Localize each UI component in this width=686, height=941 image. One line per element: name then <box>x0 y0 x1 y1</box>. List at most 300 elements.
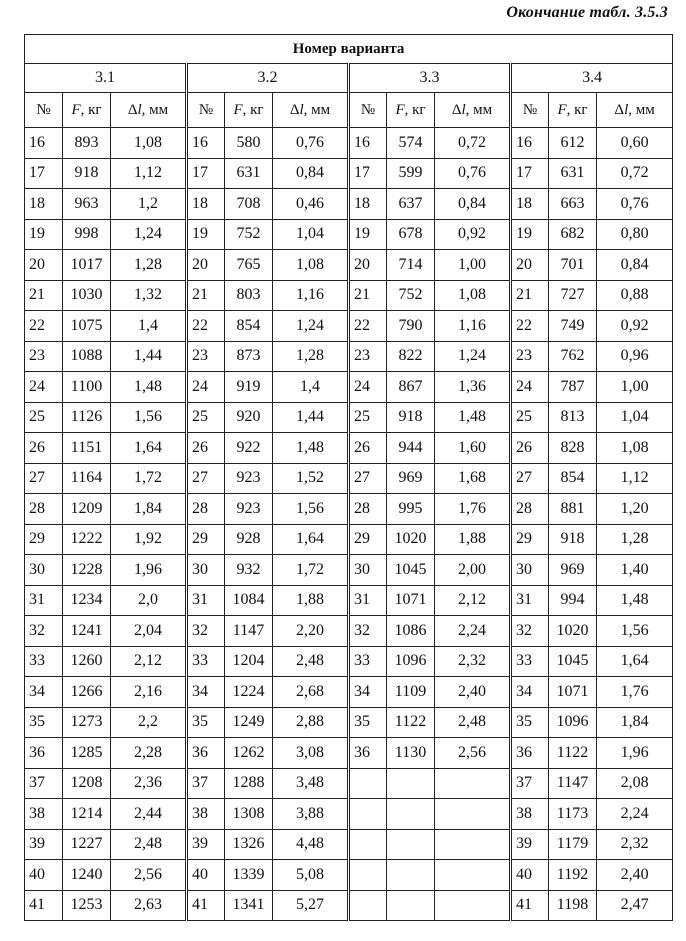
cell-force: 969 <box>387 463 435 494</box>
cell-elongation: 0,76 <box>273 128 349 159</box>
table-row <box>25 677 673 708</box>
cell-force: 1341 <box>225 890 273 921</box>
cell-force: 708 <box>225 189 273 220</box>
cell-number: 25 <box>25 402 63 433</box>
cell-elongation: 3,88 <box>273 799 349 830</box>
cell-number: 29 <box>349 524 387 555</box>
variant-header: 3.1 <box>25 64 187 93</box>
cell-elongation: 2,48 <box>111 829 187 860</box>
cell-elongation: 1,08 <box>597 433 673 464</box>
cell-force: 1086 <box>387 616 435 647</box>
cell-number: 28 <box>187 494 225 525</box>
cell-elongation: 1,92 <box>111 524 187 555</box>
cell-force: 1308 <box>225 799 273 830</box>
cell-force <box>387 768 435 799</box>
cell-number: 32 <box>187 616 225 647</box>
cell-elongation: 1,44 <box>111 341 187 372</box>
table-row <box>25 463 673 494</box>
cell-number: 30 <box>25 555 63 586</box>
cell-elongation: 1,12 <box>111 158 187 189</box>
table-row <box>25 585 673 616</box>
cell-force: 1326 <box>225 829 273 860</box>
cell-number: 40 <box>25 860 63 891</box>
cell-elongation: 2,12 <box>111 646 187 677</box>
cell-number: 41 <box>25 890 63 921</box>
cell-force: 928 <box>225 524 273 555</box>
cell-force <box>387 829 435 860</box>
cell-elongation: 1,08 <box>111 128 187 159</box>
cell-elongation: 0,84 <box>435 189 511 220</box>
cell-number: 40 <box>511 860 549 891</box>
cell-force: 1100 <box>63 372 111 403</box>
table-row <box>25 829 673 860</box>
cell-elongation: 1,32 <box>111 280 187 311</box>
cell-elongation: 2,88 <box>273 707 349 738</box>
cell-force: 893 <box>63 128 111 159</box>
cell-force: 1096 <box>387 646 435 677</box>
cell-number: 31 <box>25 585 63 616</box>
cell-elongation: 1,24 <box>273 311 349 342</box>
cell-elongation: 2,24 <box>597 799 673 830</box>
cell-force: 1020 <box>549 616 597 647</box>
cell-elongation <box>435 768 511 799</box>
cell-number: 18 <box>349 189 387 220</box>
cell-number: 27 <box>511 463 549 494</box>
variant-header: 3.4 <box>511 64 673 93</box>
cell-force: 682 <box>549 219 597 250</box>
column-header-force: F, кг <box>63 93 111 128</box>
table-row <box>25 189 673 220</box>
cell-number: 22 <box>25 311 63 342</box>
cell-force: 727 <box>549 280 597 311</box>
cell-number: 28 <box>349 494 387 525</box>
cell-number: 16 <box>25 128 63 159</box>
cell-number: 18 <box>25 189 63 220</box>
cell-elongation: 0,46 <box>273 189 349 220</box>
table-row <box>25 524 673 555</box>
column-header-elongation: Δl, мм <box>597 93 673 128</box>
cell-force: 663 <box>549 189 597 220</box>
cell-force: 1109 <box>387 677 435 708</box>
cell-elongation: 0,88 <box>597 280 673 311</box>
cell-elongation: 0,60 <box>597 128 673 159</box>
table-row <box>25 372 673 403</box>
table-row <box>25 311 673 342</box>
cell-elongation: 0,76 <box>597 189 673 220</box>
cell-number: 31 <box>349 585 387 616</box>
cell-elongation: 2,00 <box>435 555 511 586</box>
cell-force: 1045 <box>549 646 597 677</box>
cell-number: 16 <box>349 128 387 159</box>
table-row <box>25 250 673 281</box>
cell-elongation: 2,44 <box>111 799 187 830</box>
cell-elongation: 2,16 <box>111 677 187 708</box>
cell-force <box>387 799 435 830</box>
cell-force: 919 <box>225 372 273 403</box>
cell-elongation: 2,12 <box>435 585 511 616</box>
table-row <box>25 768 673 799</box>
cell-number: 25 <box>187 402 225 433</box>
cell-elongation: 1,72 <box>111 463 187 494</box>
cell-force: 1288 <box>225 768 273 799</box>
cell-number: 22 <box>187 311 225 342</box>
cell-elongation: 0,96 <box>597 341 673 372</box>
cell-number: 27 <box>187 463 225 494</box>
cell-force: 1084 <box>225 585 273 616</box>
cell-force: 1122 <box>549 738 597 769</box>
cell-number: 24 <box>511 372 549 403</box>
cell-number: 34 <box>511 677 549 708</box>
cell-elongation: 2,56 <box>435 738 511 769</box>
table-row <box>25 646 673 677</box>
cell-elongation: 3,48 <box>273 768 349 799</box>
cell-number: 32 <box>349 616 387 647</box>
cell-elongation: 2,24 <box>435 616 511 647</box>
cell-force: 867 <box>387 372 435 403</box>
cell-force: 1122 <box>387 707 435 738</box>
cell-number: 36 <box>187 738 225 769</box>
cell-force: 920 <box>225 402 273 433</box>
cell-elongation: 1,56 <box>111 402 187 433</box>
cell-number: 35 <box>187 707 225 738</box>
column-header-force: F, кг <box>225 93 273 128</box>
cell-elongation: 1,08 <box>435 280 511 311</box>
cell-elongation: 1,28 <box>597 524 673 555</box>
cell-force: 1209 <box>63 494 111 525</box>
cell-force: 1151 <box>63 433 111 464</box>
cell-elongation: 1,04 <box>597 402 673 433</box>
cell-elongation: 1,20 <box>597 494 673 525</box>
cell-number: 32 <box>511 616 549 647</box>
cell-force: 969 <box>549 555 597 586</box>
cell-number: 24 <box>25 372 63 403</box>
cell-number: 36 <box>349 738 387 769</box>
cell-force: 790 <box>387 311 435 342</box>
cell-number: 17 <box>511 158 549 189</box>
cell-force: 580 <box>225 128 273 159</box>
cell-force: 1222 <box>63 524 111 555</box>
cell-number: 25 <box>349 402 387 433</box>
cell-elongation: 1,24 <box>435 341 511 372</box>
table-row <box>25 402 673 433</box>
cell-force: 1147 <box>549 768 597 799</box>
column-header-elongation: Δl, мм <box>435 93 511 128</box>
cell-elongation: 2,40 <box>597 860 673 891</box>
cell-elongation: 0,72 <box>435 128 511 159</box>
cell-force: 995 <box>387 494 435 525</box>
cell-number: 28 <box>25 494 63 525</box>
cell-force: 1130 <box>387 738 435 769</box>
cell-number: 23 <box>511 341 549 372</box>
cell-number: 36 <box>25 738 63 769</box>
cell-elongation: 2,2 <box>111 707 187 738</box>
cell-elongation: 1,40 <box>597 555 673 586</box>
cell-force: 787 <box>549 372 597 403</box>
cell-force <box>387 860 435 891</box>
table-row <box>25 555 673 586</box>
cell-force: 918 <box>549 524 597 555</box>
cell-number: 35 <box>511 707 549 738</box>
cell-force: 1071 <box>549 677 597 708</box>
cell-number: 36 <box>511 738 549 769</box>
cell-force: 1224 <box>225 677 273 708</box>
cell-force: 918 <box>63 158 111 189</box>
cell-force: 1147 <box>225 616 273 647</box>
cell-force <box>387 890 435 921</box>
cell-force: 994 <box>549 585 597 616</box>
cell-elongation: 1,44 <box>273 402 349 433</box>
cell-number: 21 <box>349 280 387 311</box>
cell-elongation: 1,84 <box>597 707 673 738</box>
cell-number: 29 <box>25 524 63 555</box>
cell-number: 26 <box>511 433 549 464</box>
table-caption: Окончание табл. 3.5.3 <box>506 4 668 21</box>
cell-force: 1253 <box>63 890 111 921</box>
cell-number <box>349 768 387 799</box>
column-header-number: № <box>187 93 225 128</box>
cell-number <box>349 890 387 921</box>
cell-force: 923 <box>225 494 273 525</box>
cell-number: 26 <box>25 433 63 464</box>
cell-elongation: 1,08 <box>273 250 349 281</box>
cell-force: 963 <box>63 189 111 220</box>
cell-number: 29 <box>187 524 225 555</box>
cell-force: 678 <box>387 219 435 250</box>
cell-number: 31 <box>187 585 225 616</box>
cell-force: 1192 <box>549 860 597 891</box>
cell-force: 1045 <box>387 555 435 586</box>
cell-force: 1179 <box>549 829 597 860</box>
cell-force: 1173 <box>549 799 597 830</box>
cell-number: 39 <box>187 829 225 860</box>
cell-force: 752 <box>387 280 435 311</box>
cell-elongation: 1,00 <box>435 250 511 281</box>
cell-number <box>349 860 387 891</box>
cell-elongation: 0,72 <box>597 158 673 189</box>
cell-force: 765 <box>225 250 273 281</box>
table-row <box>25 494 673 525</box>
table-row <box>25 341 673 372</box>
cell-number: 32 <box>25 616 63 647</box>
column-header-elongation: Δl, мм <box>111 93 187 128</box>
cell-number: 18 <box>187 189 225 220</box>
cell-number: 16 <box>187 128 225 159</box>
cell-number: 37 <box>25 768 63 799</box>
cell-number: 30 <box>349 555 387 586</box>
table-title: Номер варианта <box>25 35 673 64</box>
cell-number: 23 <box>187 341 225 372</box>
table-row <box>25 433 673 464</box>
cell-force: 922 <box>225 433 273 464</box>
cell-number: 34 <box>25 677 63 708</box>
cell-elongation: 1,88 <box>273 585 349 616</box>
cell-force: 1285 <box>63 738 111 769</box>
cell-elongation: 1,56 <box>597 616 673 647</box>
cell-elongation: 1,48 <box>597 585 673 616</box>
cell-number: 38 <box>511 799 549 830</box>
cell-force: 854 <box>549 463 597 494</box>
table-row <box>25 280 673 311</box>
cell-force: 762 <box>549 341 597 372</box>
cell-force: 1164 <box>63 463 111 494</box>
cell-elongation <box>435 799 511 830</box>
cell-number: 24 <box>187 372 225 403</box>
cell-force: 1234 <box>63 585 111 616</box>
cell-elongation: 1,16 <box>273 280 349 311</box>
column-header-number: № <box>511 93 549 128</box>
cell-elongation: 0,84 <box>273 158 349 189</box>
cell-force: 612 <box>549 128 597 159</box>
cell-elongation: 1,2 <box>111 189 187 220</box>
cell-elongation: 2,20 <box>273 616 349 647</box>
cell-elongation: 2,04 <box>111 616 187 647</box>
cell-number: 17 <box>187 158 225 189</box>
variants-table <box>24 34 673 921</box>
cell-number: 34 <box>187 677 225 708</box>
cell-elongation: 1,64 <box>273 524 349 555</box>
cell-elongation: 0,92 <box>435 219 511 250</box>
cell-force: 1241 <box>63 616 111 647</box>
cell-force: 923 <box>225 463 273 494</box>
cell-elongation: 2,0 <box>111 585 187 616</box>
cell-elongation: 2,36 <box>111 768 187 799</box>
cell-elongation: 1,76 <box>435 494 511 525</box>
cell-force: 714 <box>387 250 435 281</box>
column-header-number: № <box>349 93 387 128</box>
cell-number <box>349 799 387 830</box>
column-header-number: № <box>25 93 63 128</box>
cell-force: 1208 <box>63 768 111 799</box>
variant-header: 3.2 <box>187 64 349 93</box>
cell-number: 19 <box>349 219 387 250</box>
cell-elongation: 1,4 <box>111 311 187 342</box>
cell-force: 1126 <box>63 402 111 433</box>
cell-elongation: 1,48 <box>273 433 349 464</box>
cell-force: 932 <box>225 555 273 586</box>
cell-number: 21 <box>511 280 549 311</box>
table-row <box>25 890 673 921</box>
cell-elongation: 1,96 <box>597 738 673 769</box>
cell-force: 1214 <box>63 799 111 830</box>
cell-elongation: 0,76 <box>435 158 511 189</box>
cell-force: 631 <box>225 158 273 189</box>
cell-elongation: 2,40 <box>435 677 511 708</box>
cell-elongation: 1,88 <box>435 524 511 555</box>
column-header-elongation: Δl, мм <box>273 93 349 128</box>
cell-elongation: 1,28 <box>273 341 349 372</box>
table-row <box>25 219 673 250</box>
column-header-force: F, кг <box>549 93 597 128</box>
cell-force: 701 <box>549 250 597 281</box>
cell-elongation: 1,68 <box>435 463 511 494</box>
cell-force: 1227 <box>63 829 111 860</box>
cell-number: 31 <box>511 585 549 616</box>
cell-force: 1249 <box>225 707 273 738</box>
cell-number: 38 <box>25 799 63 830</box>
cell-number: 29 <box>511 524 549 555</box>
cell-elongation: 1,04 <box>273 219 349 250</box>
cell-elongation: 2,28 <box>111 738 187 769</box>
cell-number: 28 <box>511 494 549 525</box>
cell-force: 1240 <box>63 860 111 891</box>
cell-elongation: 1,56 <box>273 494 349 525</box>
table-row <box>25 128 673 159</box>
cell-number: 25 <box>511 402 549 433</box>
cell-number: 39 <box>511 829 549 860</box>
cell-number: 33 <box>25 646 63 677</box>
cell-number: 38 <box>187 799 225 830</box>
cell-force: 1088 <box>63 341 111 372</box>
cell-force: 1339 <box>225 860 273 891</box>
cell-force: 631 <box>549 158 597 189</box>
cell-number: 19 <box>187 219 225 250</box>
cell-number: 27 <box>25 463 63 494</box>
cell-force: 1096 <box>549 707 597 738</box>
cell-elongation: 1,84 <box>111 494 187 525</box>
cell-number: 33 <box>511 646 549 677</box>
cell-number: 41 <box>187 890 225 921</box>
cell-force: 1075 <box>63 311 111 342</box>
cell-elongation: 2,68 <box>273 677 349 708</box>
cell-force: 1228 <box>63 555 111 586</box>
cell-elongation: 4,48 <box>273 829 349 860</box>
cell-elongation: 1,64 <box>597 646 673 677</box>
cell-force: 881 <box>549 494 597 525</box>
cell-force: 1260 <box>63 646 111 677</box>
cell-elongation: 1,64 <box>111 433 187 464</box>
cell-elongation: 0,92 <box>597 311 673 342</box>
cell-force: 828 <box>549 433 597 464</box>
cell-force: 574 <box>387 128 435 159</box>
cell-elongation: 2,32 <box>435 646 511 677</box>
cell-elongation: 1,60 <box>435 433 511 464</box>
cell-force: 599 <box>387 158 435 189</box>
cell-elongation: 2,48 <box>435 707 511 738</box>
cell-elongation: 1,28 <box>111 250 187 281</box>
cell-number: 33 <box>349 646 387 677</box>
cell-force: 749 <box>549 311 597 342</box>
cell-number: 20 <box>349 250 387 281</box>
cell-number: 26 <box>349 433 387 464</box>
cell-elongation: 1,48 <box>435 402 511 433</box>
cell-elongation: 1,96 <box>111 555 187 586</box>
cell-number: 20 <box>187 250 225 281</box>
cell-force: 918 <box>387 402 435 433</box>
cell-number: 19 <box>25 219 63 250</box>
table-row <box>25 799 673 830</box>
cell-force: 1071 <box>387 585 435 616</box>
cell-number: 17 <box>25 158 63 189</box>
table-row <box>25 158 673 189</box>
cell-elongation: 5,08 <box>273 860 349 891</box>
cell-force: 854 <box>225 311 273 342</box>
cell-force: 813 <box>549 402 597 433</box>
cell-force: 1017 <box>63 250 111 281</box>
cell-number: 23 <box>25 341 63 372</box>
cell-number: 20 <box>511 250 549 281</box>
cell-number: 30 <box>511 555 549 586</box>
cell-number: 26 <box>187 433 225 464</box>
cell-number: 34 <box>349 677 387 708</box>
cell-number: 22 <box>511 311 549 342</box>
cell-elongation: 5,27 <box>273 890 349 921</box>
cell-force: 944 <box>387 433 435 464</box>
cell-elongation: 3,08 <box>273 738 349 769</box>
table-row <box>25 616 673 647</box>
cell-number: 37 <box>511 768 549 799</box>
cell-elongation: 2,48 <box>273 646 349 677</box>
cell-elongation: 2,56 <box>111 860 187 891</box>
